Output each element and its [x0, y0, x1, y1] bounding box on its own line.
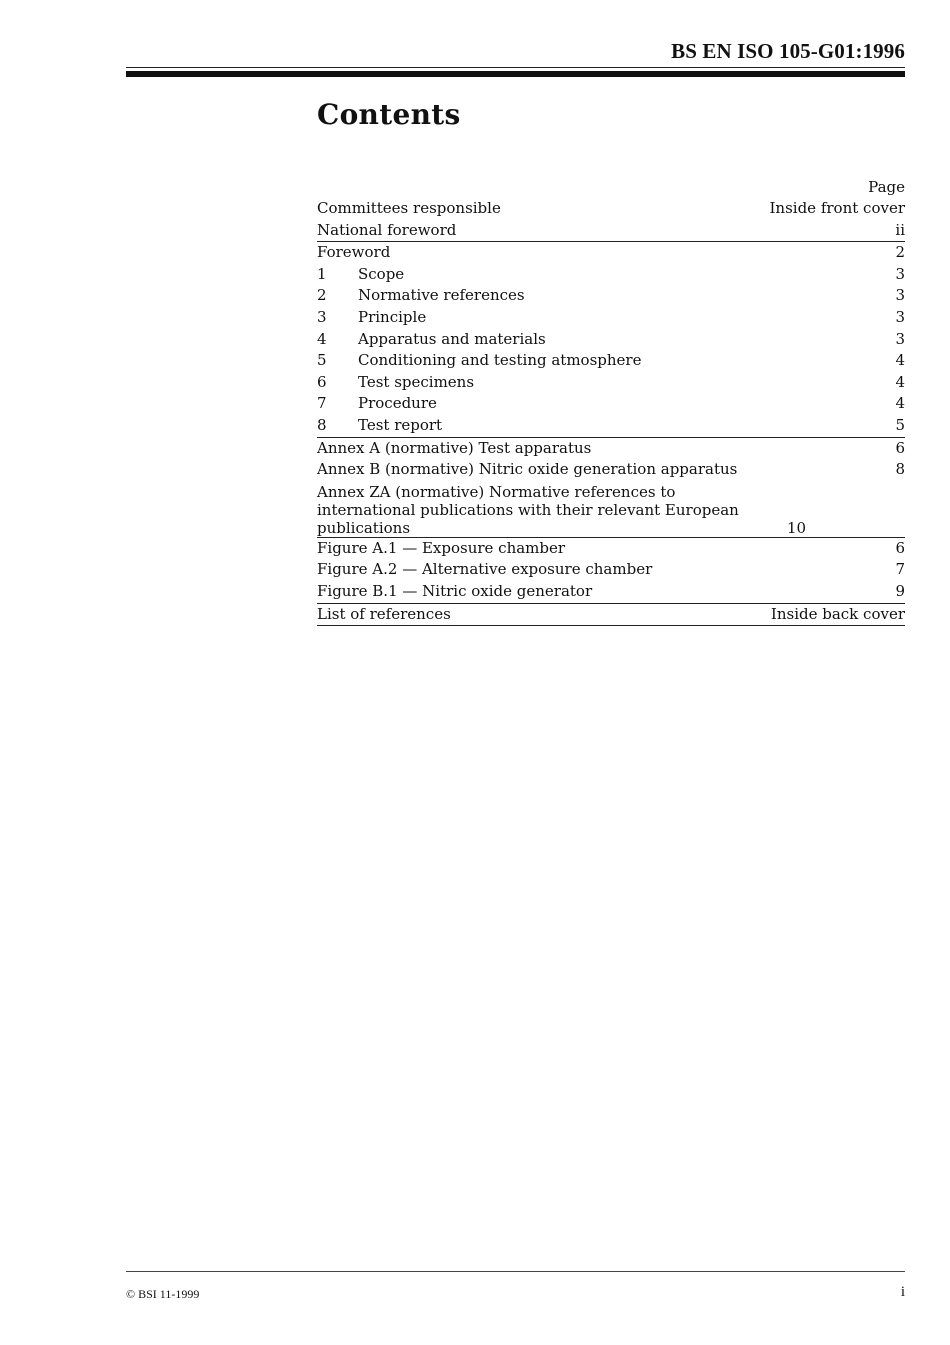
toc-entry-number: 8 — [317, 415, 327, 434]
toc-entry-page: 10 — [787, 518, 807, 537]
toc-entry[interactable] — [317, 415, 905, 437]
toc-entry-page: Inside back cover — [770, 604, 905, 623]
toc-group — [317, 604, 905, 627]
toc-entry-label: Figure A.1 — Exposure chamber — [317, 538, 566, 557]
header-rule-thin — [126, 67, 905, 68]
toc-entry-page: Inside front cover — [769, 199, 905, 217]
toc-entry-label: Procedure — [358, 394, 437, 413]
toc-entry-page: 4 — [895, 394, 905, 413]
toc-entry-label: Annex A (normative) Test apparatus — [317, 438, 592, 457]
toc-entry-label: Foreword — [317, 243, 391, 262]
document-id: BS EN ISO 105-G01:1996 — [671, 39, 905, 63]
toc-entry-number: 3 — [317, 307, 327, 326]
toc-entry-label: List of references — [317, 604, 451, 623]
toc-entry[interactable] — [317, 329, 905, 351]
toc-entry-number: 5 — [317, 351, 327, 370]
toc-entry[interactable] — [317, 393, 905, 415]
toc-entry-page: 2 — [895, 243, 905, 262]
toc-entry[interactable] — [317, 242, 905, 264]
toc-entry-number: 2 — [317, 286, 327, 305]
toc-entry-label: Figure B.1 — Nitric oxide generator — [317, 581, 593, 600]
toc-group — [317, 242, 905, 437]
toc-entry-label: Test report — [358, 415, 443, 434]
toc-entry[interactable] — [317, 220, 905, 242]
toc-entry-page: 7 — [895, 560, 905, 579]
toc-entry-number: 1 — [317, 264, 327, 283]
toc-entry-number: 4 — [317, 329, 327, 348]
toc-entry[interactable] — [317, 438, 905, 460]
footer-rule — [126, 1271, 905, 1272]
toc-entry-label: Annex B (normative) Nitric oxide generation apparatus — [317, 460, 738, 479]
toc-entry-page: 3 — [895, 264, 905, 283]
toc-entry-label: Scope — [358, 264, 405, 283]
toc-page-heading: Page — [868, 178, 905, 196]
toc-groups — [317, 198, 905, 626]
toc-entry[interactable] — [317, 285, 905, 307]
toc-entry-label: Apparatus and materials — [358, 329, 546, 348]
toc-entry-label: Test specimens — [358, 372, 475, 391]
toc-entry-page: ii — [895, 220, 905, 239]
toc-entry[interactable] — [317, 581, 905, 603]
toc-entry-label: National foreword — [317, 220, 457, 239]
toc-entry-page: 6 — [895, 538, 905, 557]
copyright-notice: © BSI 11-1999 — [126, 1287, 200, 1301]
toc-entry-page: 4 — [895, 351, 905, 370]
toc-entry-page: 6 — [895, 438, 905, 457]
toc-entry-page: 8 — [895, 460, 905, 479]
toc-entry-label: Normative references — [358, 286, 525, 305]
toc-entry-page: 3 — [895, 286, 905, 305]
toc-entry-page: 5 — [895, 415, 905, 434]
toc-entry[interactable] — [317, 264, 905, 286]
toc-entry-label: Annex ZA (normative) Normative references to international publications with their relevant European publications — [317, 482, 739, 537]
toc-entry-page: 4 — [895, 372, 905, 391]
toc-entry-label: Conditioning and testing atmosphere — [358, 351, 642, 370]
header-rule-thick — [126, 71, 905, 77]
toc-entry-number: 7 — [317, 394, 327, 413]
page-number: i — [900, 1284, 905, 1300]
toc-entry[interactable] — [317, 481, 905, 537]
toc-entry[interactable] — [317, 538, 905, 560]
toc-entry-label: Committees responsible — [317, 199, 501, 217]
toc-entry-number: 6 — [317, 372, 327, 391]
toc-entry[interactable] — [317, 307, 905, 329]
toc-entry-page: 3 — [895, 307, 905, 326]
toc-entry[interactable] — [317, 459, 905, 481]
toc-entry[interactable] — [317, 604, 905, 626]
toc-entry-page: 3 — [895, 329, 905, 348]
toc-group — [317, 438, 905, 538]
toc-entry[interactable] — [317, 198, 905, 220]
toc-entry[interactable] — [317, 372, 905, 394]
toc-group — [317, 198, 905, 242]
toc-entry[interactable] — [317, 350, 905, 372]
toc-entry[interactable] — [317, 559, 905, 581]
toc-entry-page: 9 — [895, 581, 905, 600]
toc-group — [317, 538, 905, 604]
toc-entry-label: Figure A.2 — Alternative exposure chamber — [317, 560, 653, 579]
table-of-contents — [317, 177, 905, 626]
toc-entry-label: Principle — [358, 307, 427, 326]
page-title: Contents — [317, 98, 461, 131]
